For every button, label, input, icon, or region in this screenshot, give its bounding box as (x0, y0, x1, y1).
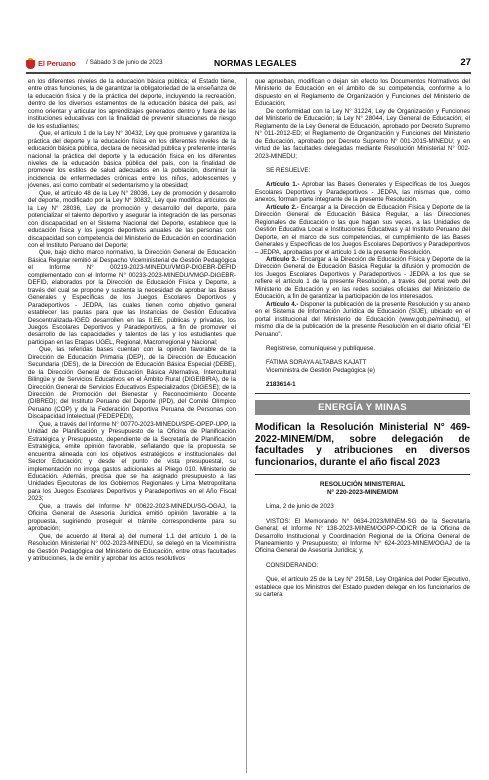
article-text: Encargar a la Dirección de Educación Física y Deporte de la Dirección General de Educación Básica Regular, a las Direcciones Regionales de Educación o las que hagan sus veces, a las Unidades de Gestión Educativa Local e Instituciones Educativas y al Instituto Peruano del Deporte, en el marco de sus competencias, el cumplimiento de las Bases Generales y Específicas de los Juegos Escolares Deportivos y Paradeportivos – JEDPA, aprobadas por el artículo 1 de la presente Resolución. (255, 203, 470, 256)
considerando-heading: CONSIDERANDO: (266, 561, 319, 569)
article-2 (255, 204, 470, 256)
article-1 (255, 181, 470, 203)
article-4 (255, 301, 470, 338)
page-header (26, 58, 471, 72)
newspaper-logo (26, 58, 76, 69)
paragraph: Que, las referidas bases cuentan con la opinión favorable de la Dirección de Educación Primaria (DEP), de la Dirección de Educación Secundaria (DES), de la Dirección de Educación Básica Especial (DEBE), de la Dirección General de Educación Básica Alternativa, Intercultural Bilingüe y de Servicios Educativos en el Ámbito Rural (DIGEIBIRA), de la Dirección General de Servicios Educativos Especializados (DIGESE); de la Dirección de Promoción del Bienestar y Reconocimiento Docente (DIBRED); del Instituto Peruano del Deporte (IPD), del Comité Olímpico Peruano (COP) y de la Federación Deportiva Peruana de Personas con Discapacidad Intelectual (FEDEPEDI); (28, 346, 236, 421)
paragraph: que aprueban, modifican o dejan sin efecto los Documentos Normativos del Ministerio de Educación en el ámbito de su competencia, conforme a lo dispuesto en el Reglamento de Organización y Funciones del Ministerio de Educación; (255, 78, 470, 108)
section-title: Modifican la Resolución Ministerial N° 469-2022-MINEM/DM, sobre delegación de facultades y atribuciones en diversos funcionarios, durante el año fiscal 2023 (255, 421, 470, 469)
place-date: Lima, 2 de junio de 2023 (266, 503, 334, 511)
section-title-block (255, 422, 470, 475)
page-number: 27 (460, 57, 471, 68)
article-label: Artículo 3.- (266, 255, 299, 263)
article-text: Encargar a la Dirección de Educación Física y Deporte de la Dirección General de Educación Básica Regular la difusión y promoción de los Juegos Escolares Deportivos y Paradeportivos - JEDPA a los que se refiere el artículo 1 de la presente Resolución, a través del portal web del Ministerio de Educación y en las redes sociales oficiales del Ministerio de Educación, a fin de garantizar la participación de los interesados. (255, 255, 470, 301)
closing-formula: Regístrese, comuníquese y publíquese. (266, 344, 376, 352)
paragraph: De conformidad con la Ley N° 31224, Ley de Organización y Funciones del Ministerio de Educación; la Ley N° 28044, Ley General de Educación; el Reglamento de la Ley General de Educación, aprobado por Decreto Supremo N° 011-2012-ED; el Reglamento de Organización y Funciones del Ministerio de Educación, aprobado por Decreto Supremo N° 001-2015-MINEDU; y en virtud de las facultades delegadas mediante Resolución Ministerial N° 002-2023-MINEDU; (255, 107, 470, 160)
header-divider (26, 72, 471, 74)
paragraph: Que, el artículo 48 de la Ley N° 28036, Ley de promoción y desarrollo del deporte, modificado por la Ley N° 30832, Ley que modifica artículos de la Ley N° 28036, Ley de promoción y desarrollo del deporte, para potencializar el talento deportivo y asegurar la integración de las personas con discapacidad en el Sistema Nacional del Deporte, establece que la educación física y los juegos deportivos anuales de las personas con discapacidad son competencia del Ministerio de Educación en coordinación con el Instituto Peruano del Deporte; (28, 189, 236, 249)
vistos-paragraph: VISTOS: El Memorando N° 0634-2023/MINEM-SG de la Secretaría General; el Informe N° 138-2023-MINEM/OGPP-ODICR de la Oficina de Desarrollo Institucional y Coordinación Regional de la Oficina General de Planeamiento y Presupuesto; el Informe N° 624-2023-MINEM/OGAJ de la Oficina General de Asesoría Jurídica; y, (255, 517, 470, 555)
section-header-title: NORMAS LEGALES (214, 58, 297, 68)
coat-of-arms-icon (26, 58, 35, 69)
issue-date: / Sábado 3 de junio de 2023 (86, 59, 163, 66)
left-column (28, 78, 236, 562)
article-text: Disponer la publicación de la presente Resolución y su anexo en el Sistema de Información Jurídica de Educación (SIJE), ubicado en el portal institucional del Ministerio de Educación (www.gob.pe/minedu), el mismo día de la publicación de la presente Resolución en el diario oficial “El Peruano”. (255, 300, 470, 338)
paragraph: Que, el artículo 1 de la Ley N° 30432, Ley que promueve y garantiza la práctica del deporte y la educación física en los diferentes niveles de la educación básica pública, declara de necesidad pública y preferente interés nacional la práctica del deporte y la educación física en los diferentes niveles de la educación básica pública del país, con la finalidad de promover los estilos de salud adecuados en la población, disminuir la incidencia de enfermedades crónicas entre los niños, adolescentes y jóvenes, así como combatir el sedentarismo y la obesidad; (28, 130, 236, 190)
article-label: Artículo 1.- (266, 181, 300, 189)
reference-code: 2183614-1 (266, 381, 296, 389)
resolution-label: RESOLUCIÓN MINISTERIAL (319, 480, 406, 488)
paragraph: en los diferentes niveles de la educación básica pública; el Estado tiene, entre otras funciones, la de garantizar la obligatoriedad de la enseñanza de la educación física y de la práctica del deporte, incluyendo la recreación, dentro de los diversos estamentos de la educación básica del país, así como orientar y articular los aprendizajes generados dentro y fuera de las instituciones educativas con la finalidad de prevenir situaciones de riesgo de los estudiantes; (28, 78, 236, 130)
resolution-number: N° 220-2023-MINEM/DM (326, 488, 399, 496)
signatory-name: FATIMA SORAYA ALTABAS KAJATT (266, 359, 367, 367)
paragraph: Que, el artículo 25 de la Ley N° 29158, Ley Orgánica del Poder Ejecutivo, establece que los Ministros del Estado pueden delegar en los funcionarios de su cartera (255, 576, 470, 599)
reference-block (255, 381, 470, 393)
paragraph: Que, bajo dicho marco normativo, la Dirección General de Educación Básica Regular remitió al Despacho Viceministerial de Gestión Pedagógica el Informe N° 00219-2023-MINEDU/VMGP-DIGEBR-DEFID complementado con el Informe N° 00233-2023-MINEDU/VMGP-DIGEBR-DEFID, elaborados por la Dirección de Educación Física y Deporte, a través del cual se propone y sustenta la necesidad de aprobar las Bases Generales y Específicas de los Juegos Escolares Deportivos y Paradeportivos - JEDPA, las cuales tienen como objetivo general establecer las pautas para que las Instancias de Gestión Educativa Descentralizada-IGED desarrollen en las II.EE. públicas y privadas, los Juegos Escolares Deportivos y Paradeportivos, a fin de promover el desarrollo de las capacidades y talentos de las y los estudiantes que participan en las Etapas UGEL, Regional, Macrorregional y Nacional; (28, 249, 236, 346)
article-text: Aprobar las Bases Generales y Específicas de los Juegos Escolares Deportivos y Paradeportivos - JEDPA, las mismas que, como anexos, forman parte integrante de la presente Resolución. (255, 181, 470, 204)
paragraph: Que, de acuerdo al literal a) del numeral 1.1 del artículo 1 de la Resolución Ministerial N° 002-2023-MINEDU, se delegó en la Viceministra de Gestión Pedagógica del Ministerio de Educación, entre otras facultades y atribuciones, la de emitir y aprobar los actos resolutivos (28, 532, 236, 562)
article-label: Artículo 2.- (266, 203, 299, 211)
section-banner: ENERGÍA Y MINAS (255, 400, 470, 415)
resolve-heading: SE RESUELVE: (266, 166, 311, 174)
signatory-title: Viceministra de Gestión Pedagógica (e) (266, 366, 375, 374)
paragraph: Que, a través del Informe N° 00622-2023-MINEDU/SG-OGAJ, la Oficina General de Asesoría Jurídica emitió opinión favorable a la propuesta, sugiriendo proseguir el trámite correspondiente para su aprobación; (28, 502, 236, 533)
right-column (255, 78, 470, 599)
paragraph: Que, a través del Informe N° 00770-2023-MINEDU/SPE-OPEP-UPP, la Unidad de Planificación y Presupuesto de la Oficina de Planificación Estratégica y Presupuesto, dependiente de la Secretaría de Planificación Estratégica, emite opinión favorable, señalando que la propuesta se encuentra alineada con los objetivos estratégicos e institucionales del Sector Educación; y desde el punto de vista presupuestal, su implementación no irroga gastos adicionales al Pliego 010. Ministerio de Educación. Además, precisa que se ha asignado presupuesto a las Unidades Ejecutoras de los Gobiernos Regionales y Lima Metropolitana para los Juegos Escolares Deportivos y Paradeportivos en el Año Fiscal 2023; (28, 420, 236, 503)
article-3 (255, 256, 470, 301)
logo-text: El Peruano (38, 59, 76, 68)
resolution-heading (255, 481, 470, 496)
column-divider (246, 78, 247, 773)
article-label: Artículo 4.- (266, 300, 299, 308)
